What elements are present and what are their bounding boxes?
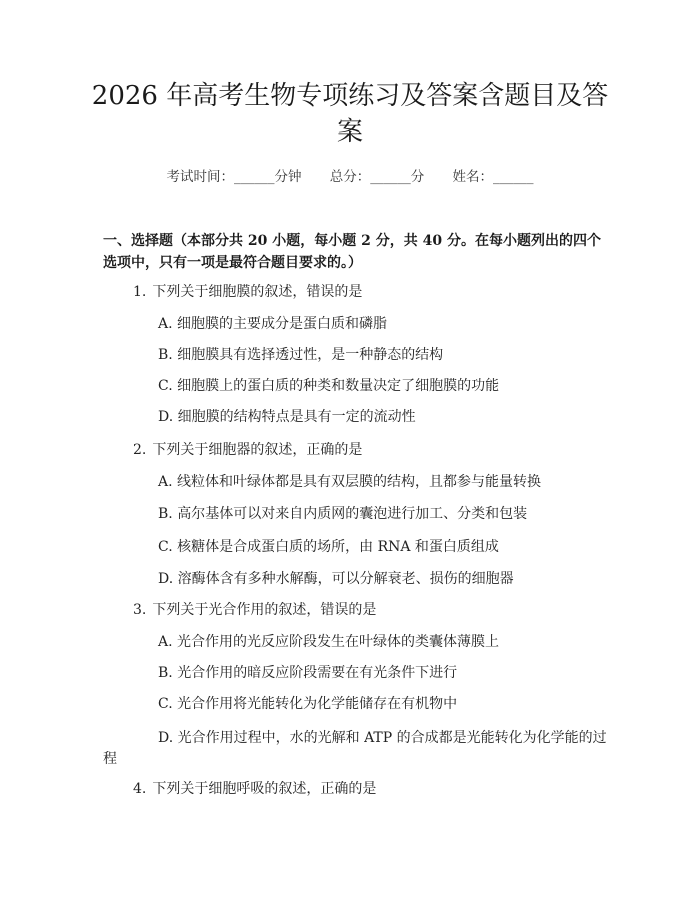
question-stem: 下列关于细胞器的叙述，正确的是 xyxy=(152,442,363,458)
q1-option-b: B. 细胞膜具有选择透过性，是一种静态的结构 xyxy=(158,347,444,363)
question-2 xyxy=(133,440,362,460)
q2-option-d: D. 溶酶体含有多种水解酶，可以分解衰老、损伤的细胞器 xyxy=(158,571,514,587)
q1-option-c: C. 细胞膜上的蛋白质的种类和数量决定了细胞膜的功能 xyxy=(158,378,500,394)
document-title xyxy=(70,78,630,150)
section-heading: 一、选择题（本部分共 20 小题，每小题 2 分，共 40 分。在每小题列出的四个选项中，只有一项是最符合题目要求的。） xyxy=(103,233,601,271)
q3-option-d: D. 光合作用过程中，水的光解和 ATP 的合成都是光能转化为化学能的过 xyxy=(158,730,607,746)
q2-option-a: A. 线粒体和叶绿体都是具有双层膜的结构，且都参与能量转换 xyxy=(158,474,542,490)
exam-info-bar xyxy=(0,167,700,187)
title-line-2: 案 xyxy=(336,117,363,147)
question-3 xyxy=(133,600,376,620)
total-score-field: 总分：______分 xyxy=(329,169,425,185)
question-number: 4. xyxy=(133,781,147,797)
q3-option-a: A. 光合作用的光反应阶段发生在叶绿体的类囊体薄膜上 xyxy=(158,634,500,650)
q3-option-b: B. 光合作用的暗反应阶段需要在有光条件下进行 xyxy=(158,665,458,681)
question-stem: 下列关于细胞膜的叙述，错误的是 xyxy=(152,284,363,300)
question-number: 3. xyxy=(133,602,147,618)
question-stem: 下列关于光合作用的叙述，错误的是 xyxy=(152,602,377,618)
question-number: 1. xyxy=(133,284,147,300)
q2-option-b: B. 高尔基体可以对来自内质网的囊泡进行加工、分类和包装 xyxy=(158,506,528,522)
q1-option-a: A. 细胞膜的主要成分是蛋白质和磷脂 xyxy=(158,316,388,332)
exam-time-field: 考试时间：______分钟 xyxy=(166,169,302,185)
q1-option-d: D. 细胞膜的结构特点是具有一定的流动性 xyxy=(158,409,416,425)
title-line-1: 2026 年高考生物专项练习及答案含题目及答 xyxy=(91,81,609,111)
q2-option-c: C. 核糖体是合成蛋白质的场所，由 RNA 和蛋白质组成 xyxy=(158,539,499,555)
question-stem: 下列关于细胞呼吸的叙述，正确的是 xyxy=(152,781,377,797)
question-number: 2. xyxy=(133,442,147,458)
q3-option-c: C. 光合作用将光能转化为化学能储存在有机物中 xyxy=(158,696,458,712)
q3-option-d-continuation: 程 xyxy=(103,751,117,767)
question-1 xyxy=(133,282,362,302)
name-field: 姓名：______ xyxy=(452,169,534,185)
question-4 xyxy=(133,779,376,799)
